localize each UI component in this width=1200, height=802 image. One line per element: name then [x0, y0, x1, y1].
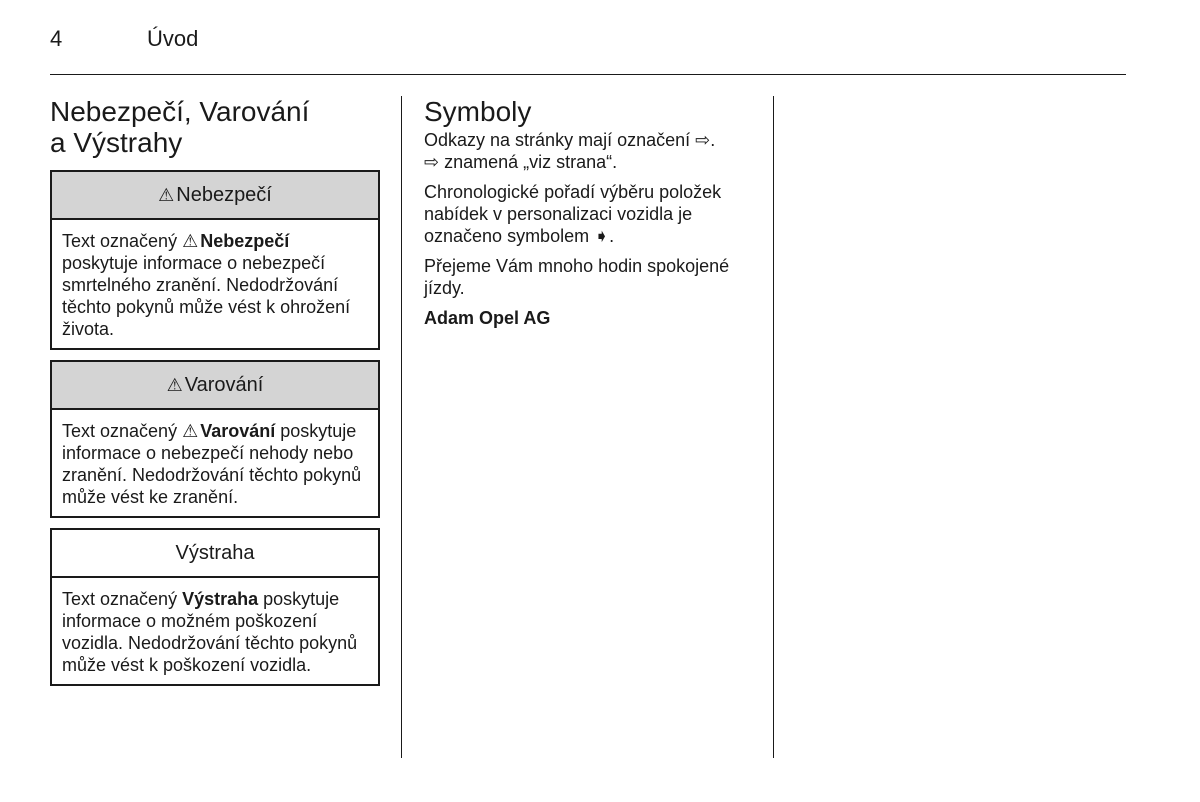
- warning-triangle-icon: ⚠: [166, 374, 183, 395]
- warning-box-header: [52, 362, 378, 410]
- header-rule: [50, 74, 1126, 75]
- caution-box-header: [52, 530, 378, 578]
- danger-box: [50, 170, 380, 350]
- danger-box-body: Text označený ⚠ Nebezpečí poskytuje informace o nebezpečí smrtelného zranění. Nedodržování těchto pokynů může vést k ohrožení života.: [62, 231, 351, 339]
- symbols-paragraph-2: Chronologické pořadí výběru položek nabídek v personalizaci vozidla je označeno symbolem ➧.: [424, 182, 722, 246]
- caution-heading: Výstraha: [175, 541, 255, 564]
- symbols-paragraph-3: Přejeme Vám mnoho hodin spokojené jízdy.: [424, 256, 730, 298]
- symbols-title: Symboly: [424, 96, 532, 127]
- page-number: 4: [50, 26, 63, 51]
- warning-heading: Varování: [184, 373, 264, 396]
- caution-box-body: Text označený Výstraha poskytuje informace o možném poškození vozidla. Nedodržování těchto pokynů může vést k poškození vozidla.: [62, 589, 358, 675]
- signature: Adam Opel AG: [424, 308, 551, 328]
- symbols-paragraph-1: Odkazy na stránky mají označení ⇨. ⇨ znamená „viz strana“.: [424, 130, 716, 172]
- warning-box-body: Text označený ⚠ Varování poskytuje informace o nebezpečí nehody nebo zranění. Nedodržování těchto pokynů může vést ke zranění.: [62, 421, 362, 507]
- column-divider: [773, 96, 774, 758]
- section-title: Úvod: [147, 26, 199, 51]
- left-title: Nebezpečí, Varování a Výstrahy: [50, 96, 310, 158]
- warning-triangle-icon: ⚠: [182, 231, 199, 251]
- warning-triangle-icon: ⚠: [182, 421, 199, 441]
- warning-triangle-icon: ⚠: [158, 184, 175, 205]
- danger-box-header: [52, 172, 378, 220]
- left-column: [50, 96, 380, 686]
- column-divider: [401, 96, 402, 758]
- caution-box: [50, 528, 380, 686]
- danger-heading: Nebezpečí: [176, 183, 272, 206]
- middle-column: [424, 96, 760, 337]
- warning-box: [50, 360, 380, 518]
